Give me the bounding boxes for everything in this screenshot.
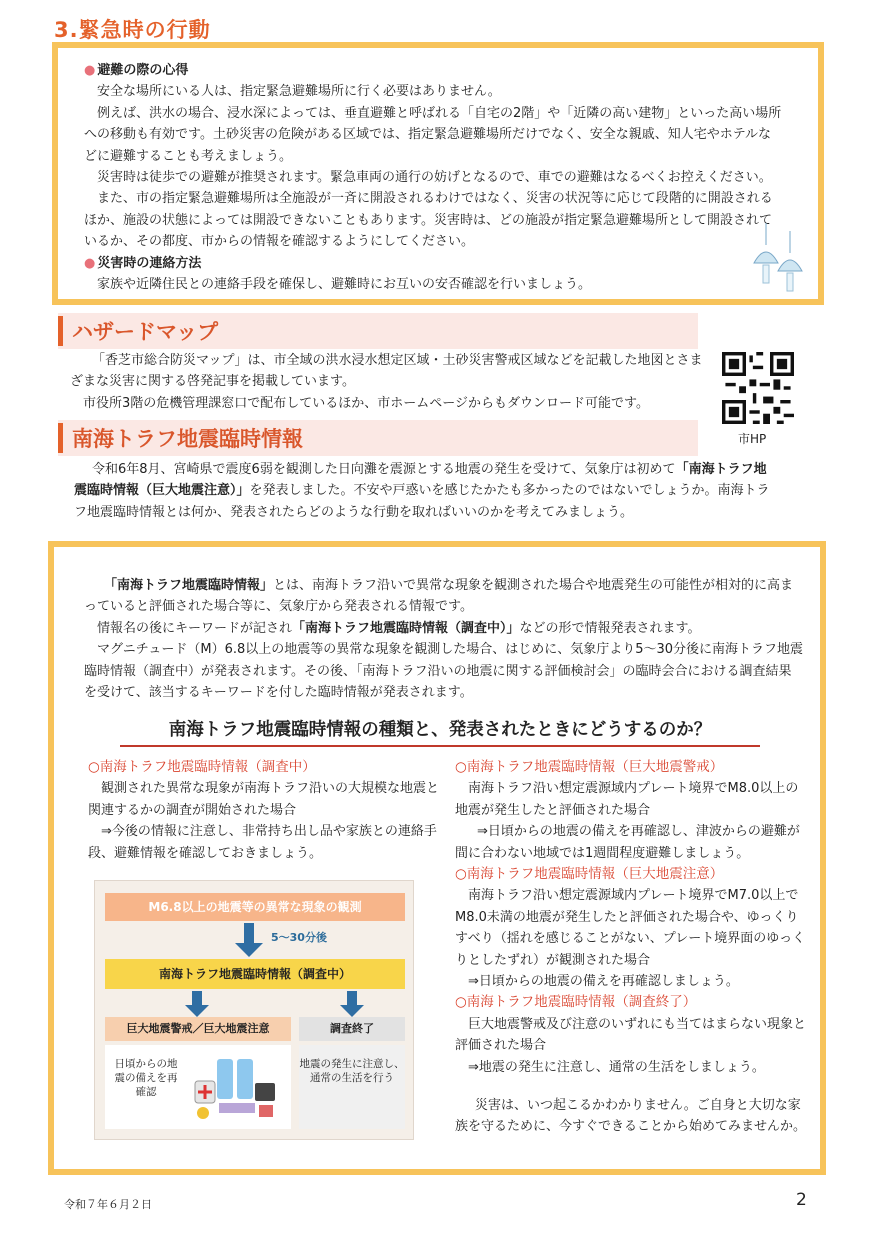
category-action: ⇒地震の発生に注意し、通常の生活をしましょう。 xyxy=(468,1059,765,1075)
hazard-paragraph: 市役所3階の危機管理課窓口で配布しているほか、市ホームページからもダウンロード可能です。 xyxy=(83,395,649,411)
types-subtitle: 南海トラフ地震臨時情報の種類と、発表されたときにどうするのか？ xyxy=(120,716,760,747)
nankai-intro: 令和6年8月、宮崎県で震度6弱を観測した日向灘を震源とする地震の発生を受けて、気象庁は初めて「南海トラフ地震臨時情報（巨大地震注意）」を発表しました。不安や戸惑いを感じたかたも多かったのではないでしょうか。南海トラフ地震臨時情報とは何か、発表されたらどのような行動を取ればいいのかを考えてみましょう。 xyxy=(74,462,770,520)
evac-paragraph: 例えば、洪水の場合、浸水深によっては、垂直避難と呼ばれる「自宅の2階」や「近隣の高い建物」といった高い場所への移動も有効です。土砂災害の危険がある区域では、指定緊急避難場所だけでなく、安全な親戚、知人宅やホテルなどに避難することも考えましょう。 xyxy=(84,105,782,164)
closing-paragraph: 災害は、いつ起こるかわかりません。ご自身と大切な家族を守るために、今すぐできることから始めてみませんか。 xyxy=(455,1098,807,1135)
magnitude-paragraph: マグニチュード（M）6.8以上の地震等の異常な現象を観測した場合、はじめに、気象庁より5～30分後に南海トラフ地震臨時情報（調査中）が発表されます。その後、「南海トラフ沿いの地震に関する評価検討会」の臨時会合における調査結果を受けて、該当するキーワードを付した臨時情報が発表されます。 xyxy=(84,642,804,701)
page-number: 2 xyxy=(796,1190,807,1210)
definition-paragraph: 「南海トラフ地震臨時情報」とは、南海トラフ沿いで異常な現象を観測された場合や地震発生の可能性が相対的に高まっていると評価された場合等に、気象庁から発表される情報です。 xyxy=(84,578,794,615)
keyword-paragraph: 情報名の後にキーワードが記され「南海トラフ地震臨時情報（調査中）」などの形で情報発表されます。 xyxy=(97,620,701,636)
category-desc: 南海トラフ沿い想定震源域内プレート境界でM8.0以上の地震が発生したと評価された場合 xyxy=(455,781,799,818)
flow-diagram xyxy=(94,880,414,1140)
evac-paragraph: 安全な場所にいる人は、指定緊急避難場所に行く必要はありません。 xyxy=(97,84,501,100)
evac-heading: ● 避難の際の心得 xyxy=(84,63,189,78)
evacuation-box xyxy=(52,42,824,305)
qr-code-icon[interactable] xyxy=(722,352,794,424)
evac-paragraph: また、市の指定緊急避難場所は全施設が一斉に開設されるわけではなく、災害の状況等に応じて段階的に開設されるほか、施設の状態によっては開設できないこともあります。災害時は、どの施設が指定緊急避難場所として開設されているか、その都度、市からの情報を確認するようにしてください。 xyxy=(84,191,773,250)
flow-warning-content: 日頃からの地震の備えを再確認 xyxy=(105,1045,291,1129)
flow-ended-content: 地震の発生に注意し、通常の生活を行う xyxy=(299,1045,405,1129)
category-heading: ○南海トラフ地震臨時情報（巨大地震注意） xyxy=(455,866,724,883)
category-desc: 観測された異常な現象が南海トラフ沿いの大規模な地震と関連するかの調査が開始された場合 xyxy=(88,781,440,818)
emergency-supplies-icon xyxy=(189,1053,285,1123)
flow-observation: M6.8以上の地震等の異常な現象の観測 xyxy=(105,893,405,921)
flow-warning-label: 巨大地震警戒／巨大地震注意 xyxy=(105,1017,291,1041)
category-action: ⇒今後の情報に注意し、非常持ち出し品や家族との連絡手段、避難情報を確認しておきましょう。 xyxy=(88,824,437,861)
bullet-icon: ● xyxy=(84,63,96,78)
category-action: ⇒日頃からの地震の備えを再確認しましょう。 xyxy=(468,974,739,990)
flow-ended-label: 調査終了 xyxy=(299,1017,405,1041)
category-heading: ○南海トラフ地震臨時情報（巨大地震警戒） xyxy=(455,759,724,775)
category-desc: 南海トラフ沿い想定震源域内プレート境界でM7.0以上でM8.0未満の地震が発生したと評価された場合や、ゆっくりすべり（揺れを感じることがない、プレート境界面のゆっくりとしたずれ）が観測された場合 xyxy=(455,888,806,968)
hazard-map-heading: ハザードマップ xyxy=(58,313,698,349)
qr-label: 市HP xyxy=(738,432,767,446)
contact-heading: ● 災害時の連絡方法 xyxy=(84,255,202,271)
publish-date: 令和７年６月２日 xyxy=(64,1198,152,1211)
flow-investigating: 南海トラフ地震臨時情報（調査中） xyxy=(105,959,405,989)
category-heading: ○南海トラフ地震臨時情報（調査中） xyxy=(88,759,316,775)
category-action: ⇒日頃からの地震の備えを再確認し、津波からの避難が間に合わない地域では1週間程度避難しましょう。 xyxy=(455,824,800,861)
hazard-paragraph: 「香芝市総合防災マップ」は、市全域の洪水浸水想定区域・土砂災害警戒区域などを記載した地図とさまざまな災害に関する啓発記事を掲載しています。 xyxy=(70,353,703,390)
category-desc: 巨大地震警戒及び注意のいずれにも当てはまらない現象と評価された場合 xyxy=(455,1016,807,1054)
wind-chime-icon xyxy=(738,223,818,303)
arrow-down-icon xyxy=(340,991,364,1017)
nankai-heading: 南海トラフ地震臨時情報 xyxy=(58,420,698,456)
section-title: 3.緊急時の行動 xyxy=(54,18,211,42)
flow-time: 5～30分後 xyxy=(271,931,327,944)
bullet-icon: ● xyxy=(84,255,96,271)
arrow-down-icon xyxy=(235,923,263,957)
contact-paragraph: 家族や近隣住民との連絡手段を確保し、避難時にお互いの安否確認を行いましょう。 xyxy=(97,277,592,293)
category-heading: ○南海トラフ地震臨時情報（調査終了） xyxy=(455,994,697,1011)
evac-paragraph: 災害時は徒歩での避難が推奨されます。緊急車両の通行の妨げとなるので、車での避難はなるべくお控えください。 xyxy=(97,170,772,186)
arrow-down-icon xyxy=(185,991,209,1017)
